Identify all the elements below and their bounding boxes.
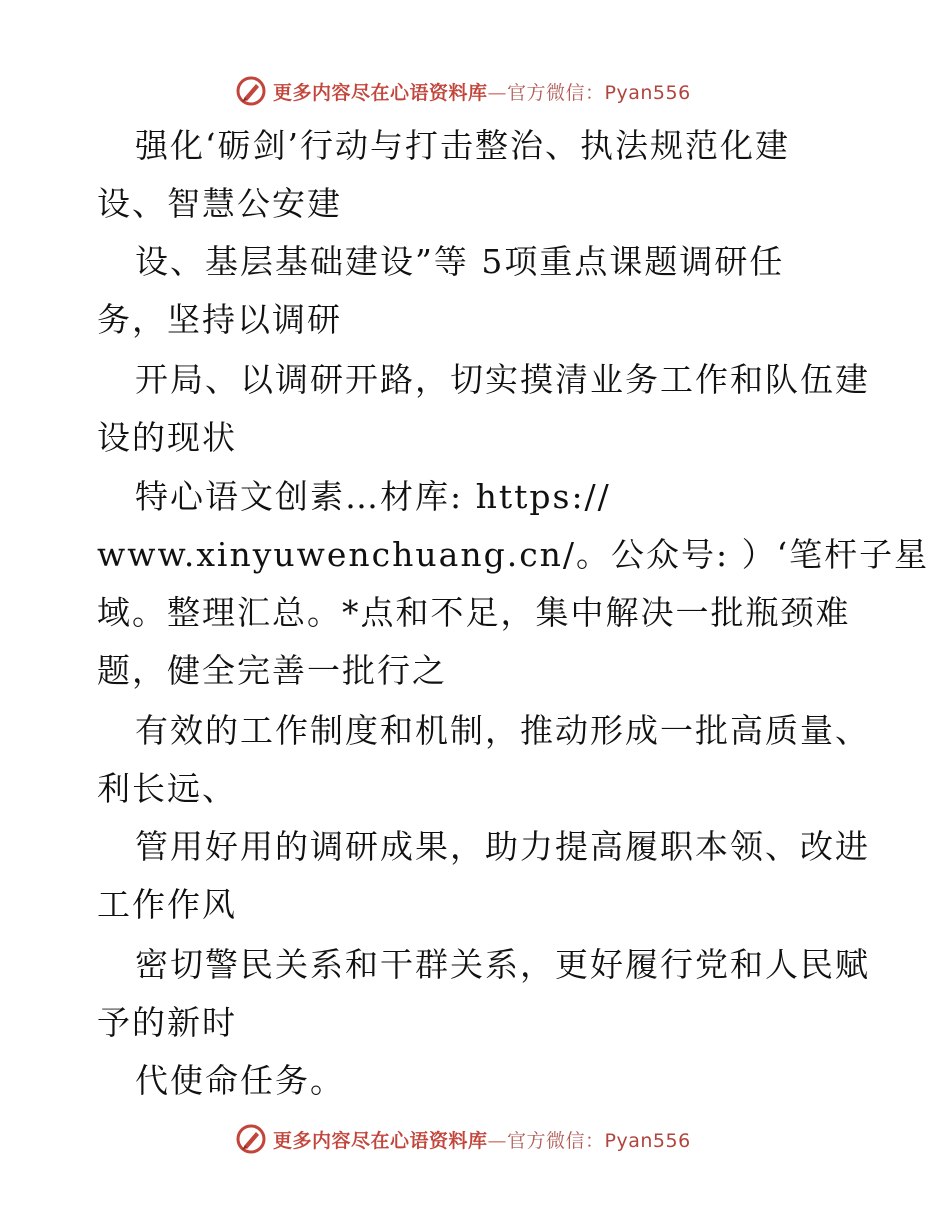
paragraph-4-line-4: 题，健全完善一批行之 xyxy=(97,651,447,690)
paragraph-7-line-2: 予的新时 xyxy=(97,1003,237,1042)
paragraph-5-line-1: 有效的工作制度和机制，推动形成一批高质量、 xyxy=(135,711,870,750)
paragraph-2-line-1: 设、基层基础建设”等 5项重点课题调研任 xyxy=(135,242,785,281)
watermark-main: 更多内容尽在心语资料库 xyxy=(273,1129,488,1152)
watermark-wechat-id: Pyan556 xyxy=(604,81,691,104)
paragraph-4-line-1: 特心语文创素…材库: https:// xyxy=(135,477,611,516)
paragraph-4-line-3: 域。整理汇总。*点和不足，集中解决一批瓶颈难 xyxy=(97,593,851,632)
watermark-wechat-label: 官方微信： xyxy=(507,81,605,104)
paragraph-3-line-2: 设的现状 xyxy=(97,418,237,457)
watermark-wechat-id: Pyan556 xyxy=(604,1129,691,1152)
watermark-separator: — xyxy=(487,81,508,104)
watermark-text xyxy=(273,1126,691,1153)
brush-pen-logo-icon xyxy=(235,1123,267,1155)
watermark-wechat-label: 官方微信： xyxy=(507,1129,605,1152)
watermark-separator: — xyxy=(487,1129,508,1152)
paragraph-6-line-2: 工作作风 xyxy=(97,885,237,924)
paragraph-7-line-1: 密切警民关系和干群关系，更好履行党和人民赋 xyxy=(135,945,870,984)
paragraph-6-line-1: 管用好用的调研成果，助力提高履职本领、改进 xyxy=(135,827,870,866)
paragraph-4-line-2: www.xinyuwenchuang.cn/。公众号: ）‘笔杆子星 xyxy=(97,535,930,574)
paragraph-1-line-2: 设、智慧公安建 xyxy=(97,184,342,223)
paragraph-2-line-2: 务，坚持以调研 xyxy=(97,300,342,339)
paragraph-3-line-1: 开局、以调研开路，切实摸清业务工作和队伍建 xyxy=(135,360,870,399)
watermark-main: 更多内容尽在心语资料库 xyxy=(273,81,488,104)
paragraph-8-line-1: 代使命任务。 xyxy=(135,1061,345,1100)
paragraph-1-line-1: 强化‘砺剑’行动与打击整治、执法规范化建 xyxy=(135,126,790,165)
footer-watermark xyxy=(235,1122,691,1156)
paragraph-5-line-2: 利长远、 xyxy=(97,769,237,808)
